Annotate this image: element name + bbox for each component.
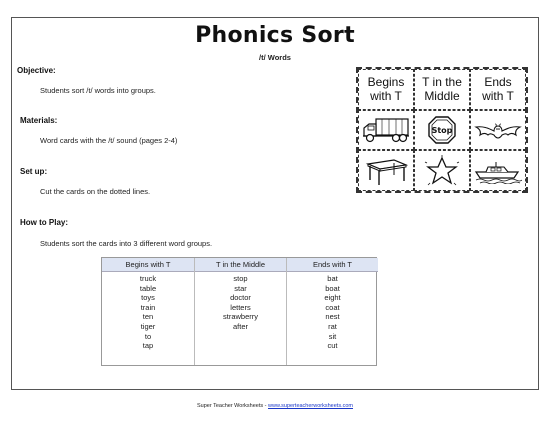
card-bat (470, 110, 526, 151)
word-item: bat (327, 274, 338, 283)
page-subtitle: /t/ Words (259, 53, 291, 62)
word-list (195, 272, 286, 332)
footer (0, 403, 550, 409)
column-t-in-middle (195, 258, 287, 365)
word-list (287, 272, 378, 351)
word-item: sit (328, 331, 337, 341)
setup-text: Cut the cards on the dotted lines. (40, 187, 151, 196)
setup-heading: Set up: (20, 167, 48, 176)
stop-sign-icon (427, 115, 457, 145)
boat-icon (474, 158, 522, 184)
word-item: table (139, 283, 157, 293)
how-to-play-text: Students sort the cards into 3 different word groups. (40, 239, 213, 248)
word-item: tiger (140, 321, 156, 331)
card-begins-with-t (358, 69, 414, 110)
word-item: train (140, 302, 156, 312)
word-item: letters (230, 302, 251, 312)
bat-icon (474, 116, 522, 144)
word-item: toys (141, 293, 155, 303)
word-item: ten (142, 312, 154, 322)
truck-icon (362, 115, 410, 145)
word-item: strawberry (222, 312, 258, 322)
word-item: nest (325, 312, 340, 322)
footer-separator: - (263, 403, 269, 409)
card-label: T in the Middle (422, 75, 462, 104)
word-list (102, 272, 194, 351)
page-title: Phonics Sort (195, 23, 355, 48)
word-item: cut (327, 341, 338, 351)
word-item: star (234, 283, 247, 293)
column-begins-with-t (102, 258, 195, 365)
word-item: stop (233, 274, 248, 283)
how-to-play-heading: How to Play: (20, 218, 69, 227)
word-sort-table (101, 257, 377, 366)
materials-text: Word cards with the /t/ sound (pages 2-4) (40, 136, 178, 145)
sort-card-grid (356, 67, 528, 193)
column-header: Ends with T (287, 258, 378, 272)
materials-heading: Materials: (20, 116, 58, 125)
card-ends-with-t (470, 69, 526, 110)
card-star (414, 150, 470, 191)
stop-sign-text: Stop (431, 125, 453, 135)
card-boat (470, 150, 526, 191)
column-ends-with-t (287, 258, 378, 365)
word-item: tap (142, 341, 154, 351)
word-item: truck (139, 274, 157, 283)
footer-link[interactable]: www.superteacherworksheets.com (268, 403, 353, 409)
column-header: Begins with T (102, 258, 194, 272)
card-stop-sign (414, 110, 470, 151)
objective-heading: Objective: (17, 66, 56, 75)
card-label: Ends with T (482, 75, 514, 104)
word-item: doctor (230, 293, 251, 303)
card-table (358, 150, 414, 191)
card-t-in-middle (414, 69, 470, 110)
objective-text: Students sort /t/ words into groups. (40, 86, 156, 95)
card-truck (358, 110, 414, 151)
word-item: after (232, 321, 248, 331)
word-item: coat (325, 302, 340, 312)
card-label: Begins with T (367, 75, 405, 104)
word-item: rat (328, 321, 337, 331)
word-item: eight (324, 293, 341, 303)
footer-brand: Super Teacher Worksheets (196, 403, 264, 409)
word-item: boat (325, 283, 340, 293)
word-item: to (144, 331, 152, 341)
star-icon (424, 155, 460, 187)
column-header: T in the Middle (195, 258, 286, 272)
table-icon (364, 156, 408, 186)
